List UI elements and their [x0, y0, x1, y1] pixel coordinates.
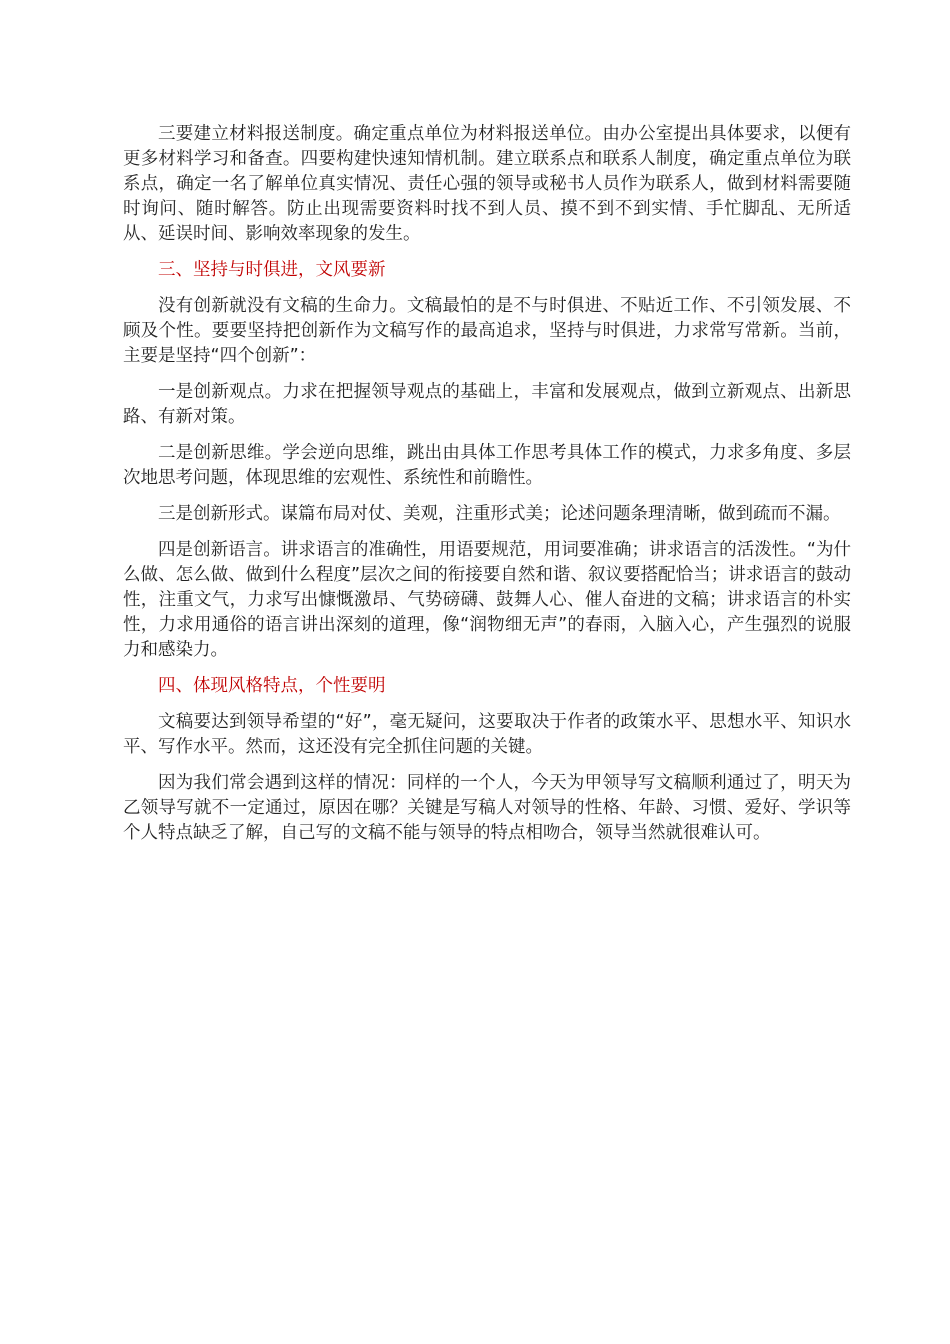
- section-heading-four: 四、体现风格特点，个性要明: [158, 676, 386, 696]
- paragraph-good-manuscript: 文稿要达到领导希望的“好”，毫无疑问，这要取决于作者的政策水平、思想水平、知识水平、写作水平。然而，这还没有完全抓住问题的关键。: [123, 712, 851, 757]
- paragraph-leader-traits: 因为我们常会遇到这样的情况：同样的一个人，今天为甲领导写文稿顺利通过了，明天为乙领导写就不一定通过，原因在哪？关键是写稿人对领导的性格、年龄、习惯、爱好、学识等个人特点缺乏了解，自己写的文稿不能与领导的特点相吻合，领导当然就很难认可。: [123, 773, 851, 843]
- paragraph-innovate-form: 三是创新形式。谋篇布局对仗、美观，注重形式美；论述问题条理清晰，做到疏而不漏。: [158, 504, 841, 524]
- document-page: [123, 122, 851, 857]
- paragraph-reporting-system: 三要建立材料报送制度。确定重点单位为材料报送单位。由办公室提出具体要求，以便有更多材料学习和备查。四要构建快速知情机制。建立联系点和联系人制度，确定重点单位为联系点，确定一名了解单位真实情况、责任心强的领导或秘书人员作为联系人，做到材料需要随时询问、随时解答。防止出现需要资料时找不到人员、摸不到不到实情、手忙脚乱、无所适从、延误时间、影响效率现象的发生。: [123, 124, 851, 244]
- section-heading-three: 三、坚持与时俱进，文风要新: [158, 260, 386, 280]
- paragraph-innovate-viewpoints: 一是创新观点。力求在把握领导观点的基础上，丰富和发展观点，做到立新观点、出新思路、有新对策。: [123, 382, 851, 427]
- paragraph-innovation-intro: 没有创新就没有文稿的生命力。文稿最怕的是不与时俱进、不贴近工作、不引领发展、不顾及个性。要要坚持把创新作为文稿写作的最高追求，坚持与时俱进，力求常写常新。当前，主要是坚持“四个创新”：: [123, 296, 851, 366]
- paragraph-innovate-thinking: 二是创新思维。学会逆向思维，跳出由具体工作思考具体工作的模式，力求多角度、多层次地思考问题，体现思维的宏观性、系统性和前瞻性。: [123, 443, 851, 488]
- paragraph-innovate-language: 四是创新语言。讲求语言的准确性，用语要规范，用词要准确；讲求语言的活泼性。“为什么做、怎么做、做到什么程度”层次之间的衔接要自然和谐、叙议要搭配恰当；讲求语言的鼓动性，注重文气，力求写出慷慨激昂、气势磅礴、鼓舞人心、催人奋进的文稿；讲求语言的朴实性，力求用通俗的语言讲出深刻的道理，像“润物细无声”的春雨，入脑入心，产生强烈的说服力和感染力。: [123, 540, 851, 660]
